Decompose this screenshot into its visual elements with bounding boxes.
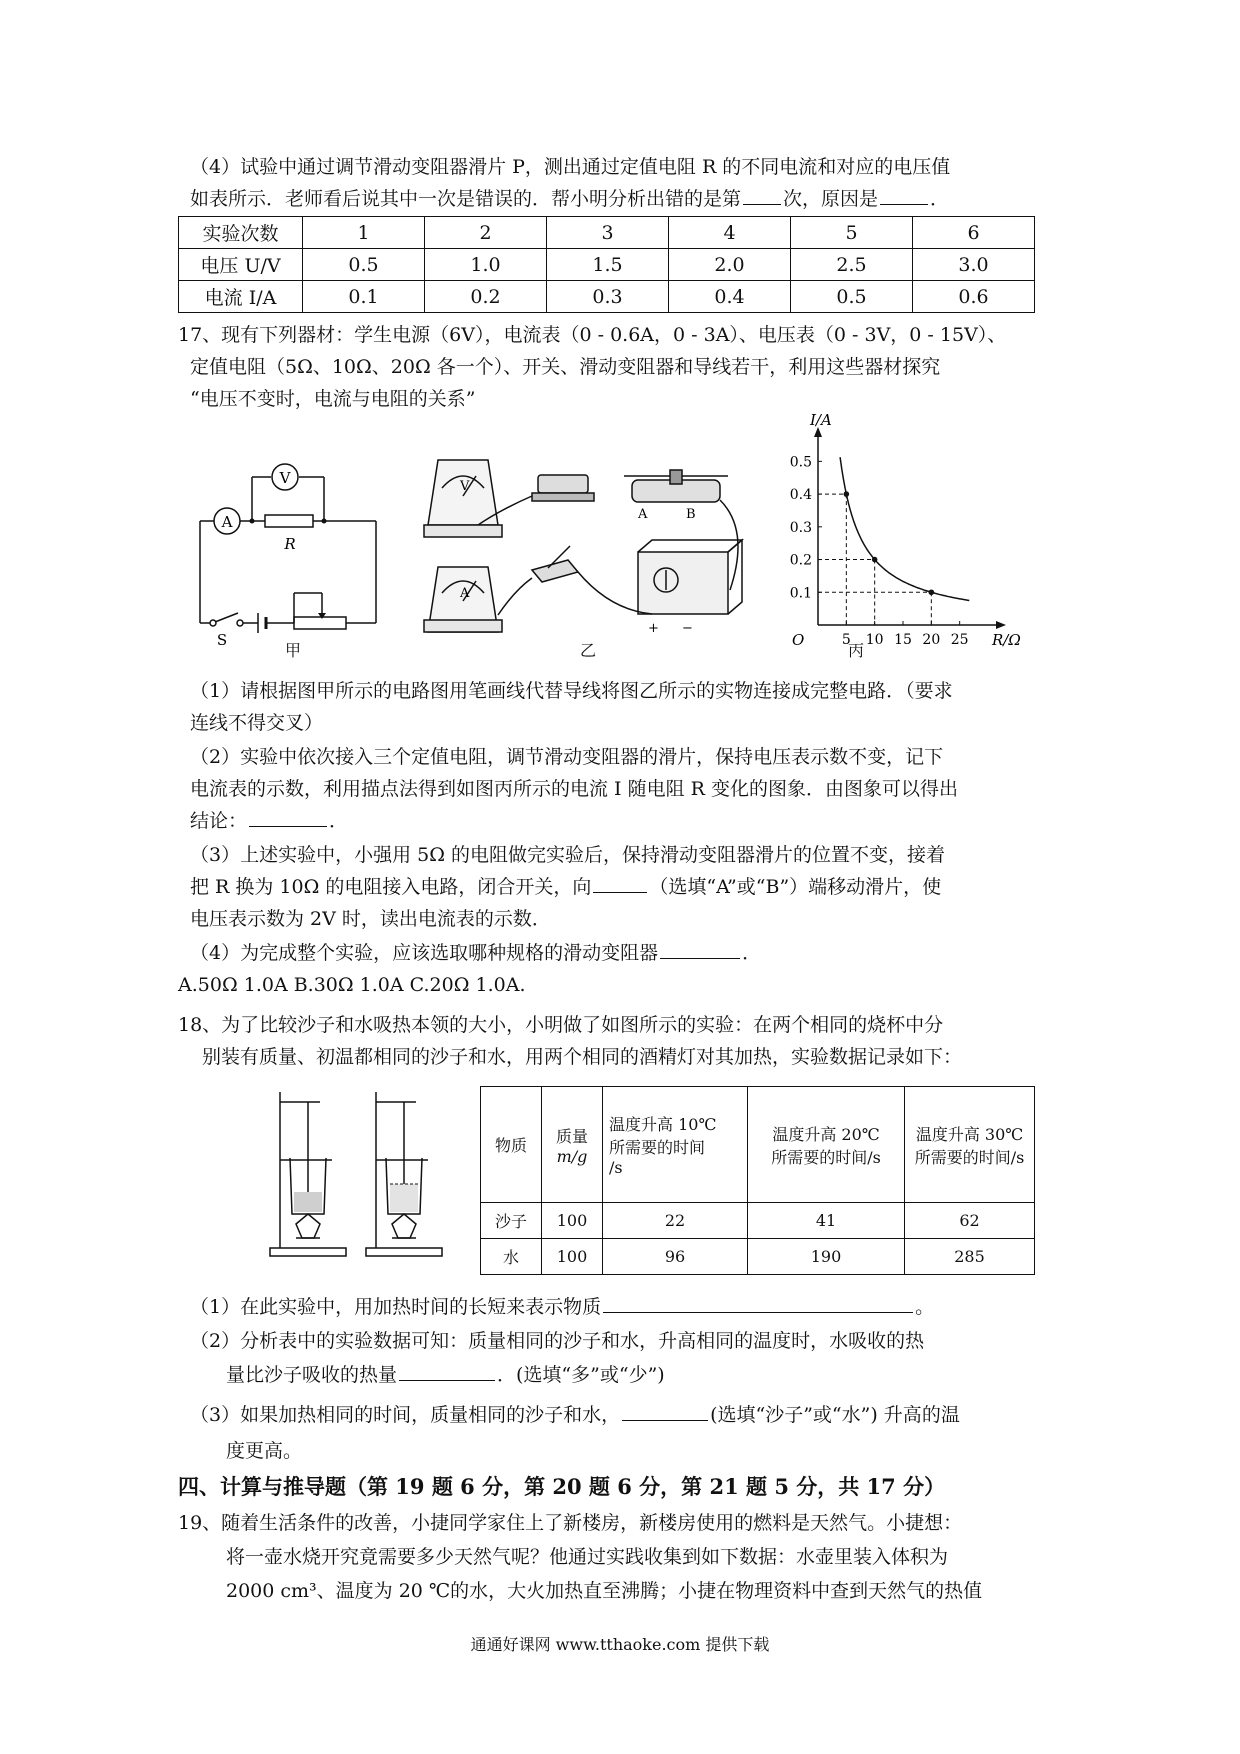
current-resistance-chart xyxy=(778,411,1021,650)
table-row xyxy=(481,1239,1035,1275)
sand-water-table xyxy=(480,1086,1035,1275)
q17-sub4-line1: （4）为完成整个实验，应该选取哪种规格的滑动变阻器 ． xyxy=(190,942,762,964)
switch-label: S xyxy=(216,631,228,649)
q18-sub1: （1）在此实验中，用加热时间的长短来表示物质 。 xyxy=(190,1296,935,1318)
q17-sub1-line2: 连线不得交叉） xyxy=(190,712,324,734)
table-cell: 3 xyxy=(547,217,669,249)
section-four-title: 四、计算与推导题（第 19 题 6 分，第 20 题 6 分，第 21 题 5 分，共 17 分） xyxy=(178,1474,946,1499)
q19-line2: 将一壶水烧开究竟需要多少天然气呢？他通过实践收集到如下数据：水壶里装入体积为 xyxy=(226,1546,949,1568)
table-header-row xyxy=(481,1087,1035,1203)
table-cell: 电压 U/V xyxy=(179,249,303,281)
fig-yi-label: 乙 xyxy=(580,641,597,660)
table-cell: 0.3 xyxy=(547,281,669,313)
fig-bing-label: 丙 xyxy=(848,641,865,660)
q17-options: A.50Ω 1.0A B.30Ω 1.0A C.20Ω 1.0A. xyxy=(178,974,526,996)
current-curve xyxy=(840,457,969,600)
table-row xyxy=(179,249,1035,281)
table-cell: 实验次数 xyxy=(179,217,303,249)
q17-sub3-line1: （3）上述实验中，小强用 5Ω 的电阻做完实验后，保持滑动变阻器滑片的位置不变，接着 xyxy=(190,844,946,866)
table-cell: 6 xyxy=(913,217,1035,249)
table-cell: 2 xyxy=(425,217,547,249)
x-axis-arrow xyxy=(996,621,1006,629)
data-point xyxy=(844,491,850,497)
q18-sub2-line2: 量比沙子吸收的热量 ．(选填“多”或“少”) xyxy=(226,1364,665,1386)
x-tick-label: 25 xyxy=(950,632,969,648)
x-axis-label: R/Ω xyxy=(992,631,1021,649)
table-cell: 沙子 xyxy=(481,1203,542,1239)
voltmeter-symbol-label: V xyxy=(279,469,291,487)
rheostat-b-label: B xyxy=(686,507,696,522)
q17-line1: 17、现有下列器材：学生电源（6V），电流表（0 - 0.6A，0 - 3A）、电压表（0 - 3V，0 - 15V）、 xyxy=(178,324,1007,346)
data-point xyxy=(872,557,878,563)
table-cell: 电流 I/A xyxy=(179,281,303,313)
x-tick-label: 5 xyxy=(841,632,851,648)
q17-sub1-line1: （1）请根据图甲所示的电路图用笔画线代替导线将图乙所示的实物连接成完整电路．（要求 xyxy=(190,680,953,702)
table-cell: 2.0 xyxy=(669,249,791,281)
apparatus-diagram-yi xyxy=(420,440,760,640)
q16-4-line1: （4）试验中通过调节滑动变阻器滑片 P，测出通过定值电阻 R 的不同电流和对应的电压值 xyxy=(190,156,951,178)
y-tick-label: 0.3 xyxy=(789,519,812,536)
table-cell: 0.5 xyxy=(303,249,425,281)
q17-sub3-line3: 电压表示数为 2V 时，读出电流表的示数． xyxy=(190,908,551,930)
table-cell: 22 xyxy=(603,1203,748,1239)
q17-sub2-line3: 结论： ． xyxy=(190,810,349,832)
table-cell: 190 xyxy=(748,1239,905,1275)
table-cell: 0.5 xyxy=(791,281,913,313)
origin-label: O xyxy=(792,631,805,649)
q17-sub2-line2: 电流表的示数，利用描点法得到如图丙所示的电流 I 随电阻 R 变化的图象．由图象可以得出 xyxy=(190,778,958,800)
heating-apparatus xyxy=(268,1088,468,1260)
table-header-row xyxy=(179,217,1035,249)
table-cell: 96 xyxy=(603,1239,748,1275)
table-cell: 水 xyxy=(481,1239,542,1275)
q18-line1: 18、为了比较沙子和水吸热本领的大小，小明做了如图所示的实验：在两个相同的烧杯中分 xyxy=(178,1014,944,1036)
y-tick-label: 0.2 xyxy=(789,552,812,569)
voltmeter-label: V xyxy=(460,479,470,494)
table-cell: 1 xyxy=(303,217,425,249)
voltage-current-table xyxy=(178,216,1035,313)
table-cell: 1.0 xyxy=(425,249,547,281)
table-cell: 质量 m/g xyxy=(542,1087,603,1203)
table-row xyxy=(481,1203,1035,1239)
table-cell: 100 xyxy=(542,1239,603,1275)
table-cell: 1.5 xyxy=(547,249,669,281)
y-tick-label: 0.5 xyxy=(789,454,812,471)
q18-sub3-line1: （3）如果加热相同的时间，质量相同的沙子和水， (选填“沙子”或“水”) 升高的温 xyxy=(190,1404,960,1426)
q18-sub3-line2: 度更高。 xyxy=(226,1440,303,1462)
q16-4-line2: 如表所示．老师看后说其中一次是错误的．帮小明分析出错的是第 次，原因是 ． xyxy=(190,188,950,210)
q19-line1: 19、随着生活条件的改善，小捷同学家住上了新楼房，新楼房使用的燃料是天然气。小捷想： xyxy=(178,1512,963,1534)
table-cell: 5 xyxy=(791,217,913,249)
x-tick-label: 20 xyxy=(922,632,941,648)
table-row xyxy=(179,281,1035,313)
y-tick-label: 0.4 xyxy=(789,487,812,504)
q17-line3: “电压不变时，电流与电阻的关系” xyxy=(190,388,476,410)
q18-line2: 别装有质量、初温都相同的沙子和水，用两个相同的酒精灯对其加热，实验数据记录如下： xyxy=(202,1046,963,1068)
table-cell: 3.0 xyxy=(913,249,1035,281)
resistor-label: R xyxy=(284,535,296,553)
circuit-diagram-jia xyxy=(190,455,390,649)
table-cell: 4 xyxy=(669,217,791,249)
q17-sub3-line2: 把 R 换为 10Ω 的电阻接入电路，闭合开关，向 （选填“A”或“B”）端移动滑片，使 xyxy=(190,876,942,898)
rheostat-a-label: A xyxy=(638,507,648,522)
table-cell: 0.1 xyxy=(303,281,425,313)
q18-sub2-line1: （2）分析表中的实验数据可知：质量相同的沙子和水，升高相同的温度时，水吸收的热 xyxy=(190,1330,925,1352)
page-footer: 通通好课网 www.tthaoke.com 提供下载 xyxy=(470,1635,770,1654)
ammeter-label: A xyxy=(460,586,470,601)
y-axis-label: I/A xyxy=(810,411,832,429)
table-cell: 温度升高 10℃ 所需要的时间 /s xyxy=(603,1087,748,1203)
table-cell: 41 xyxy=(748,1203,905,1239)
power-minus-label: − xyxy=(682,621,693,636)
table-cell: 0.2 xyxy=(425,281,547,313)
q19-line3: 2000 cm³、温度为 20 ℃的水，大火加热直至沸腾；小捷在物理资料中查到天然气的热值 xyxy=(226,1580,983,1602)
ammeter-symbol-label: A xyxy=(221,513,233,531)
table-cell: 物质 xyxy=(481,1087,542,1203)
table-cell: 温度升高 20℃ 所需要的时间/s xyxy=(748,1087,905,1203)
fig-jia-label: 甲 xyxy=(285,641,302,660)
table-cell: 285 xyxy=(905,1239,1035,1275)
table-cell: 温度升高 30℃ 所需要的时间/s xyxy=(905,1087,1035,1203)
q17-line2: 定值电阻（5Ω、10Ω、20Ω 各一个）、开关、滑动变阻器和导线若干，利用这些器材探究 xyxy=(190,356,941,378)
data-point xyxy=(929,589,935,595)
q17-sub2-line1: （2）实验中依次接入三个定值电阻，调节滑动变阻器的滑片，保持电压表示数不变，记下 xyxy=(190,746,944,768)
y-tick-label: 0.1 xyxy=(789,585,812,602)
table-cell: 0.6 xyxy=(913,281,1035,313)
table-cell: 62 xyxy=(905,1203,1035,1239)
table-cell: 2.5 xyxy=(791,249,913,281)
x-tick-label: 15 xyxy=(894,632,912,648)
power-plus-label: + xyxy=(648,621,659,636)
table-cell: 0.4 xyxy=(669,281,791,313)
x-tick-label: 10 xyxy=(865,632,884,648)
table-cell: 100 xyxy=(542,1203,603,1239)
